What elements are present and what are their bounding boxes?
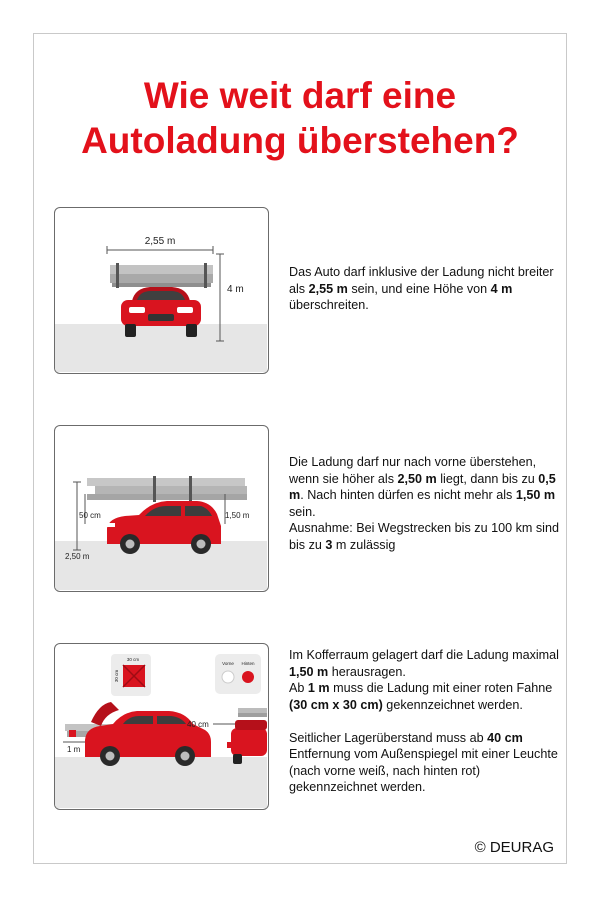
s3-text-3: Ab [289,681,308,695]
roof-load [87,478,245,486]
white-lamp [222,671,234,683]
s1-bold-height: 4 m [490,281,513,296]
roof-load [110,265,213,274]
illustration-width-height [54,207,269,374]
s1-text-1: Das Auto darf inklusive der Ladung nicht breiter als [289,265,554,296]
car-side-illustration [55,426,267,590]
height-label: 2,50 m [65,552,90,561]
lamp-front-label: Vorne [222,661,234,666]
car-front-illustration [55,208,267,372]
ground [55,757,267,808]
title-line-2: Autoladung überstehen? [81,120,519,161]
width-label: 2,55 m [144,236,176,247]
red-lamp [242,671,254,683]
flag-side-label: 30 cm [114,669,119,683]
s3-text-7: Entfernung vom Außenspiegel mit einer Leuchte (nach vorne weiß, nach hinten rot) gekennzeichnet werden. [289,747,558,794]
description-trunk-load [289,647,559,796]
s3-text-2: herausragen. [328,664,406,679]
s2-bold-height: 2,50 m [397,471,437,486]
s3-bold-max: 1,50 m [289,664,329,679]
s3-bold-flag-threshold: 1 m [307,681,330,695]
front-overhang-label: 50 cm [79,511,101,520]
description-width-height [289,264,559,314]
title-line-1: Wie weit darf eine [143,75,457,116]
lamp-rear-label: Hinten [241,661,255,666]
car-rear-view [231,728,267,756]
s2-text-1: Die Ladung darf nur nach vorne überstehen, wenn sie höher als [289,455,537,486]
s2-text-2: liegt, dann bis zu [436,471,539,486]
s2-text-4: sein. [289,504,316,519]
illustration-overhang [54,425,269,592]
flag-size-label: 30 cm [126,657,140,662]
ground [55,324,267,372]
s3-bold-lamp-distance: 40 cm [487,730,523,745]
trunk-load-illustration [55,644,267,808]
illustration-trunk-load [54,643,269,810]
s1-text-3: überschreiten. [289,298,369,312]
s1-bold-width: 2,55 m [308,281,348,296]
s2-bold-front: 0,5 m [289,471,556,502]
s2-bold-rear: 1,50 m [515,488,556,502]
s2-text-3: . Nach hinten dürfen es nicht mehr als [300,488,516,502]
s3-bold-flag-size: (30 cm x 30 cm) [289,697,383,712]
s1-text-2: sein, und eine Höhe von [347,281,491,296]
s3-text-6: Seitlicher Lagerüberstand muss ab [289,730,488,745]
s2-text-5: Ausnahme: Bei Wegstrecken bis zu 100 km sind bis zu [289,521,559,552]
s3-text-1: Im Kofferraum gelagert darf die Ladung maximal [289,648,559,662]
s2-text-6: m zulässig [332,537,396,552]
rear-overhang-label: 1,50 m [225,511,250,520]
overhang-label: 1 m [67,745,81,754]
lamp-inset [215,654,261,694]
ground [55,541,267,590]
copyright: © DEURAG [474,839,554,856]
page-title [0,73,600,163]
height-label: 4 m [227,284,244,295]
side-load [238,708,267,713]
s2-bold-exception: 3 [325,537,333,552]
s3-text-5: gekennzeichnet werden. [382,697,523,712]
description-overhang [289,454,559,553]
small-red-flag [69,730,76,737]
mirror-distance-label: 40 cm [187,720,209,729]
s3-text-4: muss die Ladung mit einer roten Fahne [329,681,553,695]
